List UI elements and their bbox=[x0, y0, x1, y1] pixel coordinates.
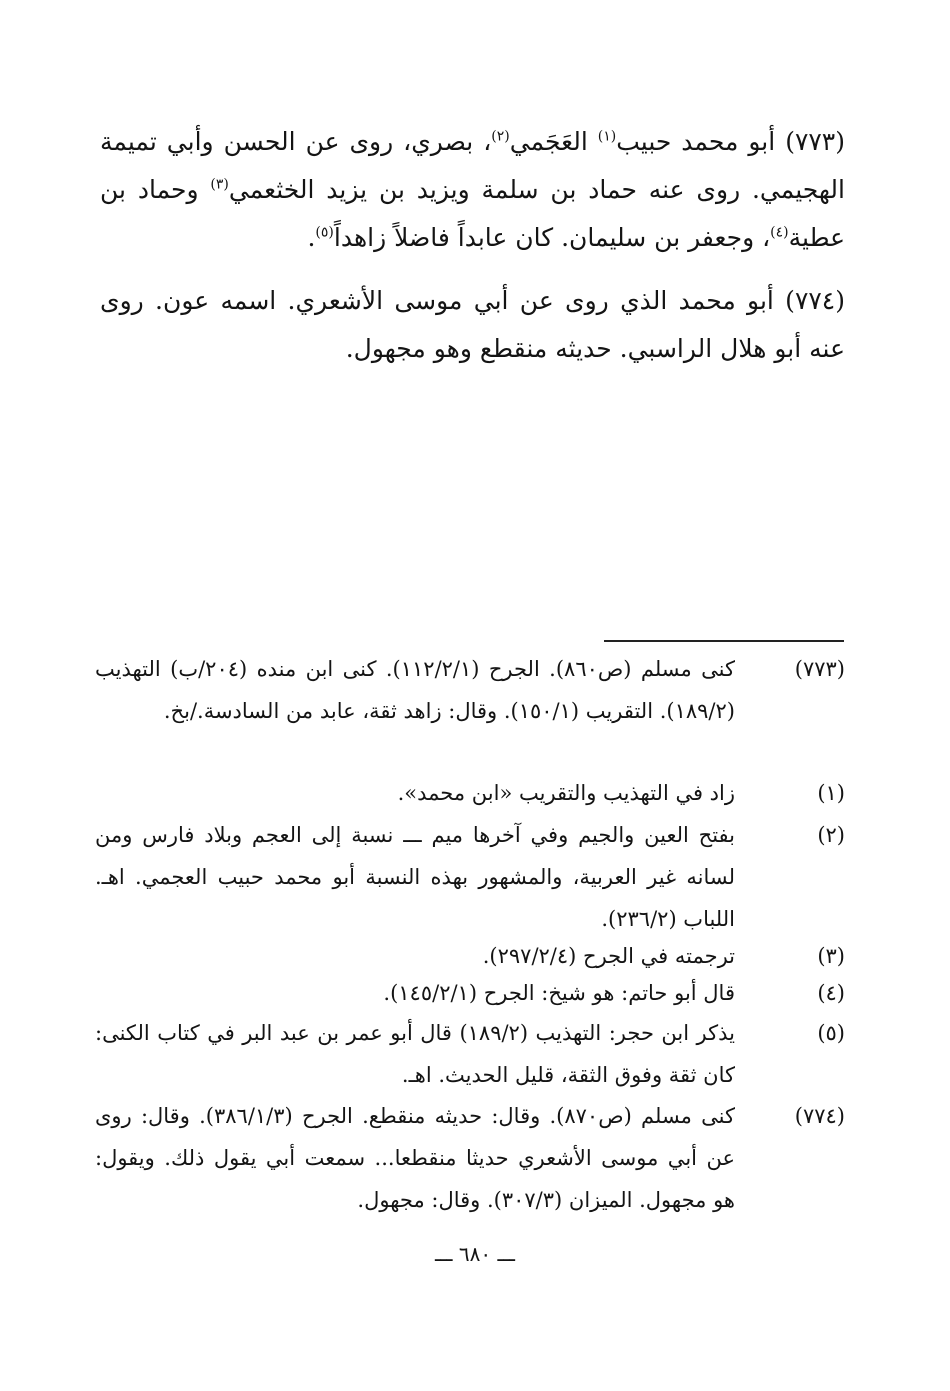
footnote-4 bbox=[95, 972, 845, 1014]
footnote-number: (٧٧٤) bbox=[794, 1104, 845, 1128]
entry-number: (٧٧٤) bbox=[785, 286, 845, 315]
footnote-ref: (٣) bbox=[210, 176, 229, 193]
footnote-ref: (١) bbox=[597, 128, 617, 145]
footnote-774 bbox=[95, 1095, 845, 1221]
footnote-1 bbox=[95, 772, 845, 814]
entry-773: (٧٧٣) أبو محمد حبيب$^{(١)}$ العَجَمي$^{(٢)}$، بصري، روى عن الحسن وأبي تميمة الهجيمي. روى عنه حماد بن سلمة ويزيد بن يزيد الخثعمي$^{(٣)}$ وحماد بن عطية$^{(٤)}$، وجعفر بن سليمان. كان عابداً فاضلاً زاهداً$^{(٥)}$. bbox=[100, 127, 846, 252]
footnote-text: ترجمته في الجرح (٢٩٧/٢/٤). bbox=[482, 944, 735, 968]
footnote-separator bbox=[604, 640, 844, 642]
footnote-number: (١) bbox=[817, 781, 845, 805]
footnote-3 bbox=[95, 935, 845, 977]
footnote-ref: (٢) bbox=[491, 128, 510, 145]
footnote-ref: (٥) bbox=[315, 224, 334, 241]
footnote-number: (٥) bbox=[817, 1021, 845, 1045]
footnote-5 bbox=[95, 1012, 845, 1096]
footnote-text: كنى مسلم (ص٨٦٠). الجرح (١١٢/٢/١). كنى ابن منده (٢٠٤/ب) التهذيب (١٨٩/٢). التقريب (١٥٠/١). وقال: زاهد ثقة، عابد من السادسة./بخ. bbox=[95, 657, 735, 723]
footnote-text: بفتح العين والجيم وفي آخرها ميم ـــ نسبة إلى العجم وبلاد فارس ومن لسانه غير العربية، والمشهور بهذه النسبة أبو محمد حبيب العجمي. اهـ. اللباب (٢٣٦/٢). bbox=[95, 823, 735, 931]
footnote-text: كنى مسلم (ص٨٧٠). وقال: حديثه منقطع. الجرح (٣٨٦/١/٣). وقال: روى عن أبي موسى الأشعري حديثا منقطعا... سمعت أبي يقول ذلك. ويقول: هو مجهول. الميزان (٣٠٧/٣). وقال: مجهول. bbox=[95, 1104, 736, 1212]
entry-774: (٧٧٤) أبو محمد الذي روى عن أبي موسى الأشعري. اسمه عون. روى عنه أبو هلال الراسبي. حديثه منقطع وهو مجهول. bbox=[100, 286, 845, 363]
footnote-number: (٤) bbox=[817, 981, 845, 1005]
page-number: ـــ ٦٨٠ ـــ bbox=[434, 1242, 516, 1266]
footnote-number: (٧٧٣) bbox=[794, 657, 845, 681]
footnote-number: (٢) bbox=[817, 823, 845, 847]
footnote-number: (٣) bbox=[817, 944, 845, 968]
footnote-ref: (٤) bbox=[770, 224, 789, 241]
footnote-2 bbox=[95, 814, 845, 940]
entry-number: (٧٧٣) bbox=[785, 127, 846, 156]
footnote-773 bbox=[95, 648, 845, 732]
footnote-text: قال أبو حاتم: هو شيخ: الجرح (١٤٥/٢/١). bbox=[383, 981, 735, 1005]
footnote-text: زاد في التهذيب والتقريب «ابن محمد». bbox=[397, 781, 735, 805]
footnote-text: يذكر ابن حجر: التهذيب (١٨٩/٢) قال أبو عمر بن عبد البر في كتاب الكنى: كان ثقة وفوق الثقة، قليل الحديث. اهـ. bbox=[95, 1021, 735, 1087]
